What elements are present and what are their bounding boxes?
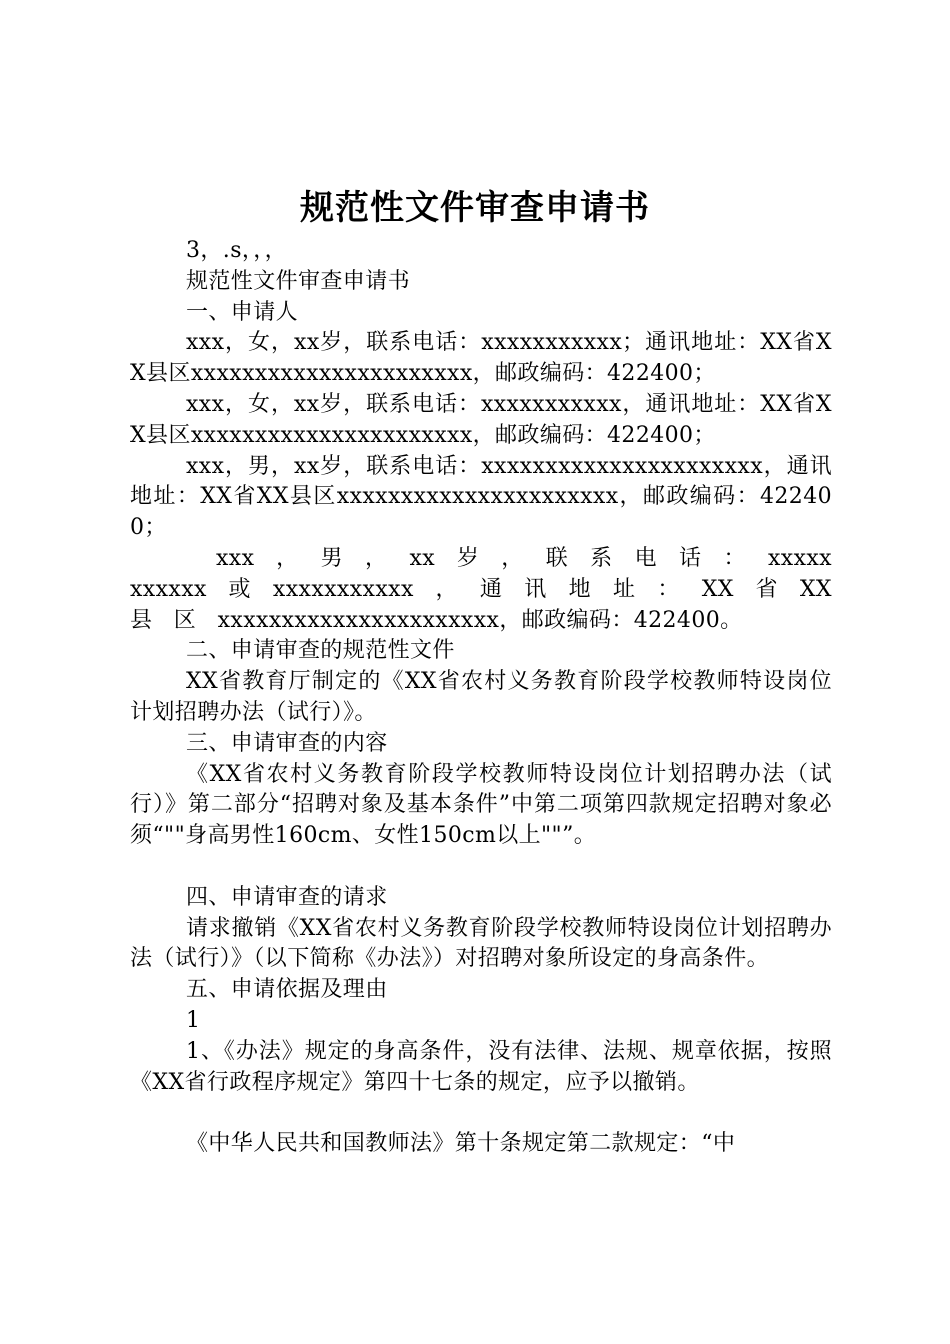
paragraph-item-number: 1 (186, 1007, 201, 1033)
paragraph-reason-1: 1、《办法》规定的身高条件，没有法律、法规、规章依据，按照《XX省行政程序规定》第四十七条的规定，应予以撤销。 (130, 1038, 832, 1095)
document-body (130, 236, 832, 1160)
section-heading-review-content: 三、申请审查的内容 (186, 730, 388, 756)
paragraph-subtitle: 规范性文件审查申请书 (186, 268, 411, 294)
paragraph-applicant-4: xxx ， 男 ， xx 岁 ， 联 系 电 话 ： xxxxxxxxxxx 或 xxxxxxxxxxx ， 通 讯 地 址 ： XX 省 XX 县 区 xxxxxxxxxxxxxxxxxxxxxx，邮政编码：422400。 (130, 545, 832, 633)
paragraph-review-request: 请求撤销《XX省农村义务教育阶段学校教师特设岗位计划招聘办法（试行）》（以下简称《办法》）对招聘对象所设定的身高条件。 (130, 915, 832, 972)
section-heading-reviewed-document: 二、申请审查的规范性文件 (186, 638, 455, 664)
section-heading-review-request: 四、申请审查的请求 (186, 884, 388, 910)
paragraph-gap (130, 1098, 832, 1129)
paragraph-header-code: 3，.s，，， (186, 238, 288, 263)
paragraph-applicant-2: xxx，女，xx岁，联系电话：xxxxxxxxxxx，通讯地址：XX省XX县区xxxxxxxxxxxxxxxxxxxxxx，邮政编码：422400； (130, 391, 832, 448)
paragraph-applicant-3: xxx，男，xx岁，联系电话：xxxxxxxxxxxxxxxxxxxxxx，通讯地址：XX省XX县区xxxxxxxxxxxxxxxxxxxxxx，邮政编码：422400； (130, 453, 832, 541)
paragraph-teachers-law: 《中华人民共和国教师法》第十条规定第二款规定：“中 (186, 1131, 736, 1157)
section-heading-applicant: 一、申请人 (186, 299, 299, 325)
paragraph-review-content: 《XX省农村义务教育阶段学校教师特设岗位计划招聘办法（试行）》第二部分“招聘对象及基本条件”中第二项第四款规定招聘对象必须“""身高男性160cm、女性150cm以上""”。 (130, 761, 832, 849)
paragraph-gap (130, 852, 832, 883)
document-title: 规范性文件审查申请书 (300, 188, 650, 228)
paragraph-reviewed-document: XX省教育厅制定的《XX省农村义务教育阶段学校教师特设岗位计划招聘办法（试行）》。 (130, 669, 832, 725)
paragraph-applicant-1: xxx，女，xx岁，联系电话：xxxxxxxxxxx；通讯地址：XX省XX县区xxxxxxxxxxxxxxxxxxxxxx，邮政编码：422400； (130, 330, 832, 387)
section-heading-basis-and-reasons: 五、申请依据及理由 (186, 977, 388, 1003)
